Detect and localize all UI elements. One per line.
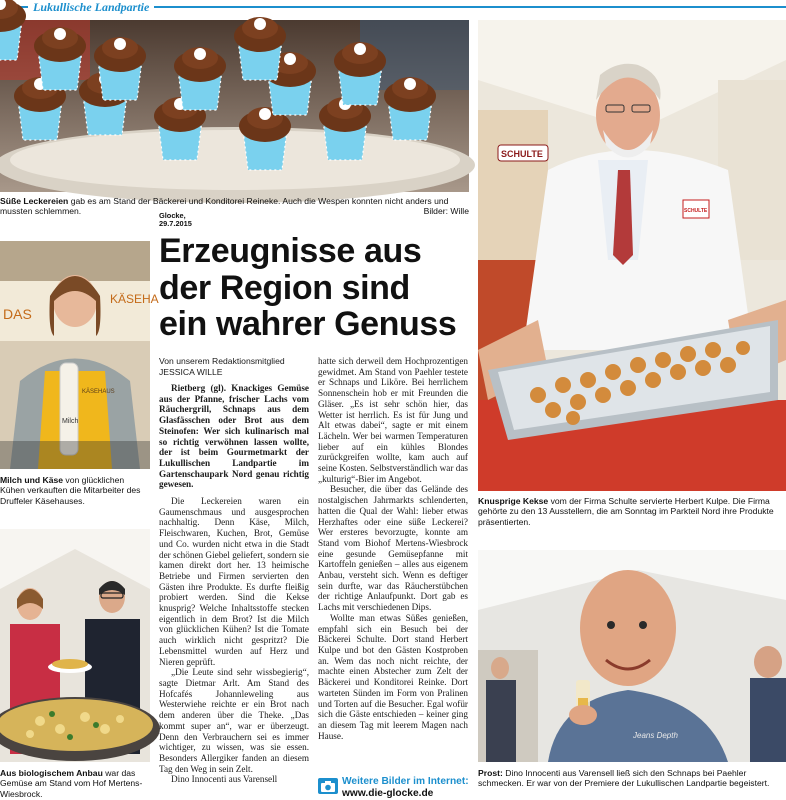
lead-text: Knackiges Gemüse aus der Pfanne, frischer Lachs vom Räuchergrill, Schnaps aus dem Glasfässchen oder Brot aus dem Steinofen: Wer sich kulinarisch mal so richtig verwöhnen lassen wollte, der ist beim Gourmetmarkt der Lukullischen Landpartie im Gartenschaupark Nord genau richtig gewesen. bbox=[159, 383, 310, 490]
caption-schnapps bbox=[478, 768, 786, 789]
banner-text-2: KÄSEHA bbox=[110, 292, 159, 306]
cupcakes-illustration bbox=[0, 20, 469, 192]
article-column-1 bbox=[159, 356, 309, 785]
photo-cheese-woman bbox=[0, 241, 159, 469]
caption-schnapps-title: Prost: bbox=[478, 768, 503, 778]
article-paragraph: Wollte man etwas Süßes genießen, empfahl sich ein Besuch bei der Bäckerei Schulte. Dort stand Herbert Kulpe und bot den Gästen Kostproben an. Wem das noch nicht reichte, der machte einen Abstecher zum Zelt der Bäckerei und Konditorei Reinke. Dort warteten Sünden im Form von Pralinen und Torten auf die Besucher. Egal wofür sich die Gäste entschieden – keiner ging an diesem Tag mit leerem Magen nach Hause. bbox=[318, 612, 468, 741]
caption-schnapps-text: Dino Innocenti aus Varensell ließ sich den Schnaps bei Paehler schmecken. Er war von der Premiere der Lukullischen Landpartie begeistert. bbox=[478, 768, 770, 789]
source-note bbox=[159, 212, 192, 229]
photo-schnapps bbox=[478, 550, 786, 762]
caption-cookies-title: Knusprige Kekse bbox=[478, 496, 549, 506]
lead-dateline: Rietberg (gl). bbox=[171, 383, 227, 393]
caption-cheese bbox=[0, 475, 150, 506]
banner-text: DAS bbox=[3, 306, 32, 322]
photo-credit: Bilder: Wille bbox=[423, 206, 469, 216]
web-link-label: Weitere Bilder im Internet: bbox=[342, 776, 469, 787]
byline-author: JESSICA WILLE bbox=[159, 366, 223, 377]
vegetables-illustration bbox=[0, 529, 150, 762]
badge-text: SCHULTE bbox=[684, 208, 708, 214]
article-paragraph: „Die Leute sind sehr wissbegierig“, sagte Dietmar Arlt. Am Stand des Hofcafés Johannleweling aus Westerwiehe reichte er ein Brot nach dem anderen über die Theke. „Das kommt super an“, war er überzeugt. Denn den Verbrauchern sei es immer wichtiger, zu wissen, was sie essen. Besonders Allergiker fanden an diesem Tag den Weg in sein Zelt. bbox=[159, 667, 309, 774]
caption-cheese-text: von glücklichen Kühen verkauften die Mitarbeiter des Druffeler Käsehauses. bbox=[0, 475, 141, 506]
caption-cheese-title: Milch und Käse bbox=[0, 475, 64, 485]
caption-cupcakes-text: gab es am Stand der Bäckerei und Konditorei Reineke. Auch die Wespen konnten nicht anders und mussten schlemmen. bbox=[0, 196, 449, 217]
cookies-illustration bbox=[478, 20, 786, 491]
cheese-woman-illustration bbox=[0, 241, 159, 469]
headline-line-1: Erzeugnisse aus bbox=[159, 232, 422, 270]
camera-icon bbox=[318, 778, 338, 794]
web-link[interactable] bbox=[342, 776, 469, 799]
apron-label: KÄSEHAUS bbox=[82, 389, 115, 395]
article-lead bbox=[159, 383, 309, 490]
schulte-sign-text: SCHULTE bbox=[501, 149, 543, 159]
headline bbox=[159, 233, 471, 343]
photo-vegetables bbox=[0, 529, 150, 762]
byline bbox=[159, 356, 309, 377]
caption-cookies-text: vom der Firma Schulte servierte Herbert Kulpe. Die Firma gehörte zu den 13 Ausstellern, die am Sonntag im Parkteil Nord ihre Produkte präsentierten. bbox=[478, 496, 774, 527]
headline-line-2: der Region sind bbox=[159, 268, 410, 307]
caption-vegetables-title: Aus biologischem Anbau bbox=[0, 768, 103, 778]
section-label: Lukullische Landpartie bbox=[28, 0, 154, 14]
photo-cookies bbox=[478, 20, 786, 491]
headline-line-3: ein wahrer Genuss bbox=[159, 305, 457, 343]
article-paragraph: Besucher, die über das Gelände des nostalgischen Jahrmarkts schlenderten, hatten die Qual der Wahl: lieber etwas Herzhaftes oder eine süße Leckerei? Wer ersteres bevorzugte, konnte am Stand vom Biohof Mertens-Wiesbrock eine gesunde Gemüsepfanne mit Kartoffeln genießen – alles aus eigenem Anbau, versteht sich. Wenn es deftiger sein durfte, war das Räucherstübchen der richtige Anlaufpunkt. Dort gab es Lachs mit verschiedenen Dips. bbox=[318, 484, 468, 613]
caption-vegetables bbox=[0, 768, 150, 799]
shirt-text: Jeans Depth bbox=[633, 731, 678, 740]
schnapps-illustration bbox=[478, 550, 786, 762]
caption-cookies bbox=[478, 496, 786, 527]
article-paragraph: Dino Innocenti aus Varensell bbox=[171, 774, 278, 785]
caption-vegetables-text: war das Gemüse am Stand vom Hof Mertens-Wiesbrock. bbox=[0, 768, 143, 799]
photo-cupcakes bbox=[0, 20, 469, 192]
caption-cupcakes bbox=[0, 196, 469, 217]
caption-cupcakes-title: Süße Leckereien bbox=[0, 196, 69, 206]
article-paragraph: Die Leckereien waren ein Gaumenschmaus und ausgesprochen nachhaltig. Denn Käse, Milch, Fleischwaren, Kuchen, Brot, Gemüse und Co. wurden nicht etwa in die Stadt der schönen Giebel geliefert, sondern sie kamen direkt dort her. 13 heimische Betriebe und Firmen servierten den Gästen ihre Produkte. Es durfte fleißig probiert werden. Sind die Kekse knusprig? Welche Inhaltsstoffe stecken eigentlich in dem Brot? Ist die Milch von glücklichen Kühen? Ist die Tomate auch wirklich nicht gespritzt? Die Lebensmittel wurden auf Herz und Nieren geprüft. bbox=[159, 496, 310, 667]
source-date: 29.7.2015 bbox=[159, 219, 192, 229]
article-column-2 bbox=[318, 356, 468, 741]
article-paragraph: hatte sich derweil dem Hochprozentigen gewidmet. Am Stand von Paehler testete er Schnaps und Liköre. Bei herrlichem Sonnenschein hob er mit Freunden die Gläser. „Es ist sehr schön hier, das Wetter ist herrlich. Es ist für Jung und Alt etwas dabei“, sagte er mit einem Lächeln. Wer bei warmen Temperaturen lieber auf ein kühles Blondes zurückgreifen wollte, kam auch auf seine Kosten. Selbstverständlich war das „kulturig“-Bier im Angebot. bbox=[318, 356, 468, 484]
source-paper: Glocke, bbox=[159, 211, 186, 220]
web-link-url[interactable]: www.die-glocke.de bbox=[342, 787, 434, 799]
byline-line-1: Von unserem Redaktionsmitglied bbox=[159, 356, 285, 366]
bottle-label: Milch bbox=[62, 418, 79, 425]
